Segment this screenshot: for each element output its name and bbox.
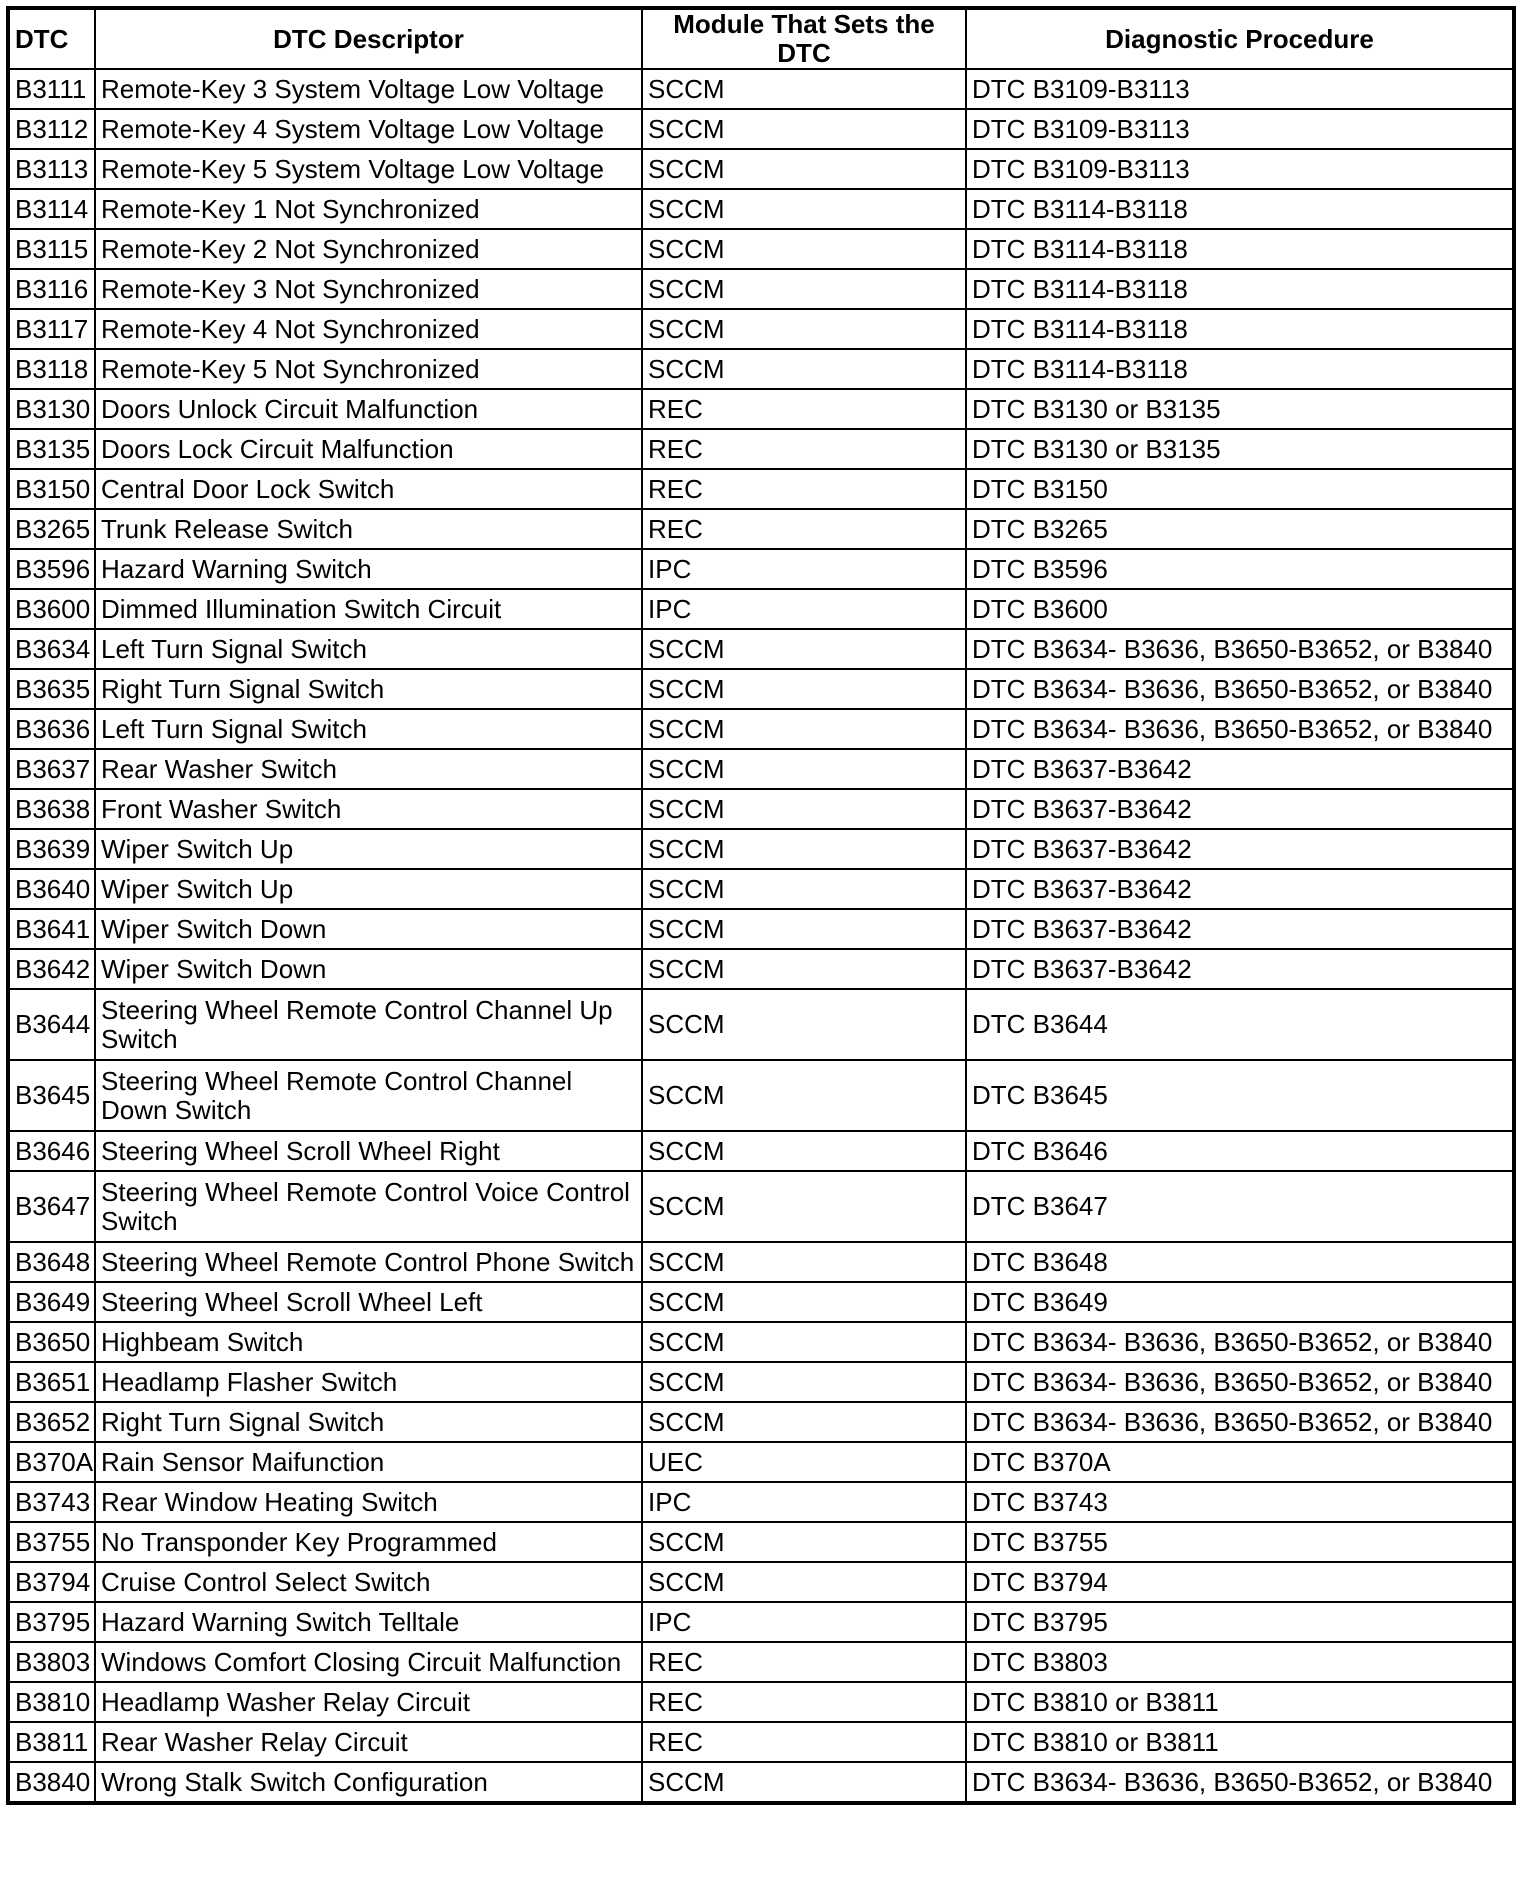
table-row (8, 709, 1514, 749)
cell-descriptor: Wiper Switch Up (95, 829, 642, 869)
cell-module: SCCM (642, 1522, 966, 1562)
cell-dtc: B3114 (8, 189, 95, 229)
table-row (8, 989, 1514, 1060)
cell-procedure: DTC B3637-B3642 (966, 749, 1514, 789)
cell-procedure: DTC B3600 (966, 589, 1514, 629)
cell-dtc: B3113 (8, 149, 95, 189)
cell-descriptor: Right Turn Signal Switch (95, 669, 642, 709)
cell-descriptor: Dimmed Illumination Switch Circuit (95, 589, 642, 629)
cell-module: SCCM (642, 1762, 966, 1803)
cell-dtc: B3649 (8, 1282, 95, 1322)
cell-module: SCCM (642, 349, 966, 389)
cell-procedure: DTC B3114-B3118 (966, 189, 1514, 229)
table-row (8, 589, 1514, 629)
table-row (8, 549, 1514, 589)
cell-dtc: B3596 (8, 549, 95, 589)
cell-descriptor: Steering Wheel Remote Control Channel Up Switch (95, 989, 642, 1060)
cell-descriptor: Hazard Warning Switch (95, 549, 642, 589)
table-row (8, 429, 1514, 469)
cell-descriptor: Central Door Lock Switch (95, 469, 642, 509)
cell-dtc: B370A (8, 1442, 95, 1482)
cell-dtc: B3642 (8, 949, 95, 989)
cell-module: REC (642, 429, 966, 469)
cell-dtc: B3645 (8, 1060, 95, 1131)
cell-procedure: DTC B3114-B3118 (966, 269, 1514, 309)
table-row (8, 1362, 1514, 1402)
table-row (8, 1682, 1514, 1722)
cell-dtc: B3115 (8, 229, 95, 269)
cell-module: REC (642, 509, 966, 549)
cell-procedure: DTC B3743 (966, 1482, 1514, 1522)
cell-procedure: DTC B3755 (966, 1522, 1514, 1562)
cell-dtc: B3743 (8, 1482, 95, 1522)
cell-dtc: B3135 (8, 429, 95, 469)
cell-dtc: B3118 (8, 349, 95, 389)
cell-procedure: DTC B3645 (966, 1060, 1514, 1131)
cell-module: SCCM (642, 1171, 966, 1242)
table-row (8, 1482, 1514, 1522)
table-row (8, 389, 1514, 429)
cell-module: SCCM (642, 1060, 966, 1131)
table-row (8, 1442, 1514, 1482)
cell-procedure: DTC B3647 (966, 1171, 1514, 1242)
table-body (8, 69, 1514, 1803)
cell-descriptor: Remote-Key 3 Not Synchronized (95, 269, 642, 309)
cell-module: SCCM (642, 189, 966, 229)
cell-module: REC (642, 1642, 966, 1682)
cell-dtc: B3652 (8, 1402, 95, 1442)
cell-procedure: DTC B3644 (966, 989, 1514, 1060)
table-row (8, 949, 1514, 989)
cell-procedure: DTC B3648 (966, 1242, 1514, 1282)
cell-procedure: DTC B3150 (966, 469, 1514, 509)
cell-module: SCCM (642, 989, 966, 1060)
cell-dtc: B3150 (8, 469, 95, 509)
cell-dtc: B3637 (8, 749, 95, 789)
cell-dtc: B3116 (8, 269, 95, 309)
cell-dtc: B3650 (8, 1322, 95, 1362)
cell-procedure: DTC B3637-B3642 (966, 829, 1514, 869)
cell-procedure: DTC B3637-B3642 (966, 949, 1514, 989)
cell-descriptor: Remote-Key 1 Not Synchronized (95, 189, 642, 229)
cell-dtc: B3638 (8, 789, 95, 829)
cell-descriptor: Rear Washer Switch (95, 749, 642, 789)
cell-dtc: B3130 (8, 389, 95, 429)
table-row (8, 1131, 1514, 1171)
cell-descriptor: Steering Wheel Scroll Wheel Left (95, 1282, 642, 1322)
cell-procedure: DTC B3803 (966, 1642, 1514, 1682)
table-row (8, 69, 1514, 109)
cell-descriptor: Wiper Switch Down (95, 909, 642, 949)
cell-procedure: DTC B3637-B3642 (966, 869, 1514, 909)
cell-module: SCCM (642, 269, 966, 309)
table-row (8, 749, 1514, 789)
table-row (8, 309, 1514, 349)
table-row (8, 149, 1514, 189)
table-row (8, 909, 1514, 949)
header-dtc: DTC (8, 8, 95, 69)
cell-descriptor: Wrong Stalk Switch Configuration (95, 1762, 642, 1803)
cell-procedure: DTC B3634- B3636, B3650-B3652, or B3840 (966, 709, 1514, 749)
cell-module: REC (642, 1682, 966, 1722)
table-row (8, 1322, 1514, 1362)
cell-descriptor: Wiper Switch Up (95, 869, 642, 909)
cell-descriptor: Remote-Key 3 System Voltage Low Voltage (95, 69, 642, 109)
cell-procedure: DTC B3130 or B3135 (966, 389, 1514, 429)
cell-dtc: B3651 (8, 1362, 95, 1402)
cell-procedure: DTC B3634- B3636, B3650-B3652, or B3840 (966, 1762, 1514, 1803)
cell-module: SCCM (642, 909, 966, 949)
cell-procedure: DTC B3810 or B3811 (966, 1682, 1514, 1722)
cell-dtc: B3634 (8, 629, 95, 669)
dtc-table (6, 6, 1516, 1805)
cell-module: SCCM (642, 829, 966, 869)
cell-dtc: B3795 (8, 1602, 95, 1642)
cell-module: SCCM (642, 309, 966, 349)
cell-module: REC (642, 469, 966, 509)
cell-module: SCCM (642, 109, 966, 149)
table-row (8, 1402, 1514, 1442)
cell-module: IPC (642, 549, 966, 589)
table-row (8, 1282, 1514, 1322)
cell-dtc: B3265 (8, 509, 95, 549)
cell-dtc: B3810 (8, 1682, 95, 1722)
header-dtc-descriptor: DTC Descriptor (95, 8, 642, 69)
cell-procedure: DTC B3114-B3118 (966, 309, 1514, 349)
table-row (8, 109, 1514, 149)
cell-procedure: DTC B3596 (966, 549, 1514, 589)
cell-descriptor: Left Turn Signal Switch (95, 629, 642, 669)
cell-procedure: DTC B3634- B3636, B3650-B3652, or B3840 (966, 1402, 1514, 1442)
cell-procedure: DTC B3114-B3118 (966, 229, 1514, 269)
cell-procedure: DTC B3795 (966, 1602, 1514, 1642)
cell-dtc: B3644 (8, 989, 95, 1060)
cell-descriptor: Rain Sensor Maifunction (95, 1442, 642, 1482)
cell-module: SCCM (642, 1282, 966, 1322)
cell-descriptor: Trunk Release Switch (95, 509, 642, 549)
table-row (8, 669, 1514, 709)
cell-module: REC (642, 1722, 966, 1762)
cell-dtc: B3600 (8, 589, 95, 629)
cell-descriptor: Cruise Control Select Switch (95, 1562, 642, 1602)
cell-module: IPC (642, 1602, 966, 1642)
cell-procedure: DTC B3810 or B3811 (966, 1722, 1514, 1762)
cell-dtc: B3112 (8, 109, 95, 149)
header-diagnostic-procedure: Diagnostic Procedure (966, 8, 1514, 69)
cell-dtc: B3755 (8, 1522, 95, 1562)
table-row (8, 469, 1514, 509)
cell-descriptor: Steering Wheel Remote Control Channel Down Switch (95, 1060, 642, 1131)
table-row (8, 1171, 1514, 1242)
table-row (8, 1642, 1514, 1682)
cell-dtc: B3117 (8, 309, 95, 349)
cell-procedure: DTC B3109-B3113 (966, 149, 1514, 189)
header-module: Module That Sets the DTC (642, 8, 966, 69)
cell-dtc: B3648 (8, 1242, 95, 1282)
table-row (8, 349, 1514, 389)
cell-procedure: DTC B3114-B3118 (966, 349, 1514, 389)
cell-procedure: DTC B3634- B3636, B3650-B3652, or B3840 (966, 1322, 1514, 1362)
cell-dtc: B3840 (8, 1762, 95, 1803)
table-row (8, 229, 1514, 269)
table-header-row (8, 8, 1514, 69)
cell-module: SCCM (642, 229, 966, 269)
cell-procedure: DTC B3109-B3113 (966, 109, 1514, 149)
cell-descriptor: Remote-Key 5 Not Synchronized (95, 349, 642, 389)
cell-descriptor: Windows Comfort Closing Circuit Malfunction (95, 1642, 642, 1682)
cell-descriptor: Rear Washer Relay Circuit (95, 1722, 642, 1762)
cell-descriptor: Steering Wheel Scroll Wheel Right (95, 1131, 642, 1171)
cell-procedure: DTC B3794 (966, 1562, 1514, 1602)
table-row (8, 189, 1514, 229)
cell-module: SCCM (642, 1242, 966, 1282)
cell-dtc: B3641 (8, 909, 95, 949)
cell-dtc: B3111 (8, 69, 95, 109)
table-row (8, 1722, 1514, 1762)
cell-module: SCCM (642, 709, 966, 749)
table-row (8, 829, 1514, 869)
cell-procedure: DTC B3637-B3642 (966, 909, 1514, 949)
cell-descriptor: No Transponder Key Programmed (95, 1522, 642, 1562)
cell-procedure: DTC B370A (966, 1442, 1514, 1482)
table-row (8, 1522, 1514, 1562)
cell-descriptor: Right Turn Signal Switch (95, 1402, 642, 1442)
cell-module: UEC (642, 1442, 966, 1482)
cell-module: SCCM (642, 149, 966, 189)
cell-descriptor: Remote-Key 4 Not Synchronized (95, 309, 642, 349)
table-row (8, 1762, 1514, 1803)
cell-module: SCCM (642, 1402, 966, 1442)
cell-module: SCCM (642, 1322, 966, 1362)
cell-module: SCCM (642, 789, 966, 829)
cell-descriptor: Steering Wheel Remote Control Voice Control Switch (95, 1171, 642, 1242)
cell-dtc: B3635 (8, 669, 95, 709)
cell-module: IPC (642, 1482, 966, 1522)
table-row (8, 1602, 1514, 1642)
cell-procedure: DTC B3265 (966, 509, 1514, 549)
cell-descriptor: Hazard Warning Switch Telltale (95, 1602, 642, 1642)
cell-descriptor: Remote-Key 4 System Voltage Low Voltage (95, 109, 642, 149)
cell-procedure: DTC B3637-B3642 (966, 789, 1514, 829)
cell-procedure: DTC B3646 (966, 1131, 1514, 1171)
cell-procedure: DTC B3634- B3636, B3650-B3652, or B3840 (966, 1362, 1514, 1402)
cell-descriptor: Highbeam Switch (95, 1322, 642, 1362)
cell-module: SCCM (642, 1562, 966, 1602)
cell-module: SCCM (642, 1362, 966, 1402)
cell-descriptor: Left Turn Signal Switch (95, 709, 642, 749)
cell-descriptor: Remote-Key 2 Not Synchronized (95, 229, 642, 269)
table-row (8, 1562, 1514, 1602)
cell-procedure: DTC B3634- B3636, B3650-B3652, or B3840 (966, 669, 1514, 709)
cell-dtc: B3647 (8, 1171, 95, 1242)
table-row (8, 789, 1514, 829)
cell-descriptor: Headlamp Washer Relay Circuit (95, 1682, 642, 1722)
cell-module: SCCM (642, 669, 966, 709)
cell-dtc: B3640 (8, 869, 95, 909)
cell-dtc: B3636 (8, 709, 95, 749)
cell-dtc: B3803 (8, 1642, 95, 1682)
cell-descriptor: Front Washer Switch (95, 789, 642, 829)
table-row (8, 629, 1514, 669)
cell-dtc: B3794 (8, 1562, 95, 1602)
cell-descriptor: Rear Window Heating Switch (95, 1482, 642, 1522)
cell-procedure: DTC B3649 (966, 1282, 1514, 1322)
cell-descriptor: Doors Unlock Circuit Malfunction (95, 389, 642, 429)
cell-module: IPC (642, 589, 966, 629)
cell-dtc: B3811 (8, 1722, 95, 1762)
table-row (8, 269, 1514, 309)
table-row (8, 509, 1514, 549)
cell-descriptor: Remote-Key 5 System Voltage Low Voltage (95, 149, 642, 189)
cell-dtc: B3646 (8, 1131, 95, 1171)
table-row (8, 869, 1514, 909)
cell-dtc: B3639 (8, 829, 95, 869)
cell-descriptor: Wiper Switch Down (95, 949, 642, 989)
cell-module: SCCM (642, 69, 966, 109)
cell-module: SCCM (642, 949, 966, 989)
cell-module: SCCM (642, 869, 966, 909)
cell-module: SCCM (642, 629, 966, 669)
cell-module: REC (642, 389, 966, 429)
cell-module: SCCM (642, 1131, 966, 1171)
cell-descriptor: Headlamp Flasher Switch (95, 1362, 642, 1402)
cell-procedure: DTC B3130 or B3135 (966, 429, 1514, 469)
cell-descriptor: Steering Wheel Remote Control Phone Switch (95, 1242, 642, 1282)
cell-module: SCCM (642, 749, 966, 789)
cell-procedure: DTC B3109-B3113 (966, 69, 1514, 109)
cell-procedure: DTC B3634- B3636, B3650-B3652, or B3840 (966, 629, 1514, 669)
table-row (8, 1242, 1514, 1282)
table-row (8, 1060, 1514, 1131)
cell-descriptor: Doors Lock Circuit Malfunction (95, 429, 642, 469)
